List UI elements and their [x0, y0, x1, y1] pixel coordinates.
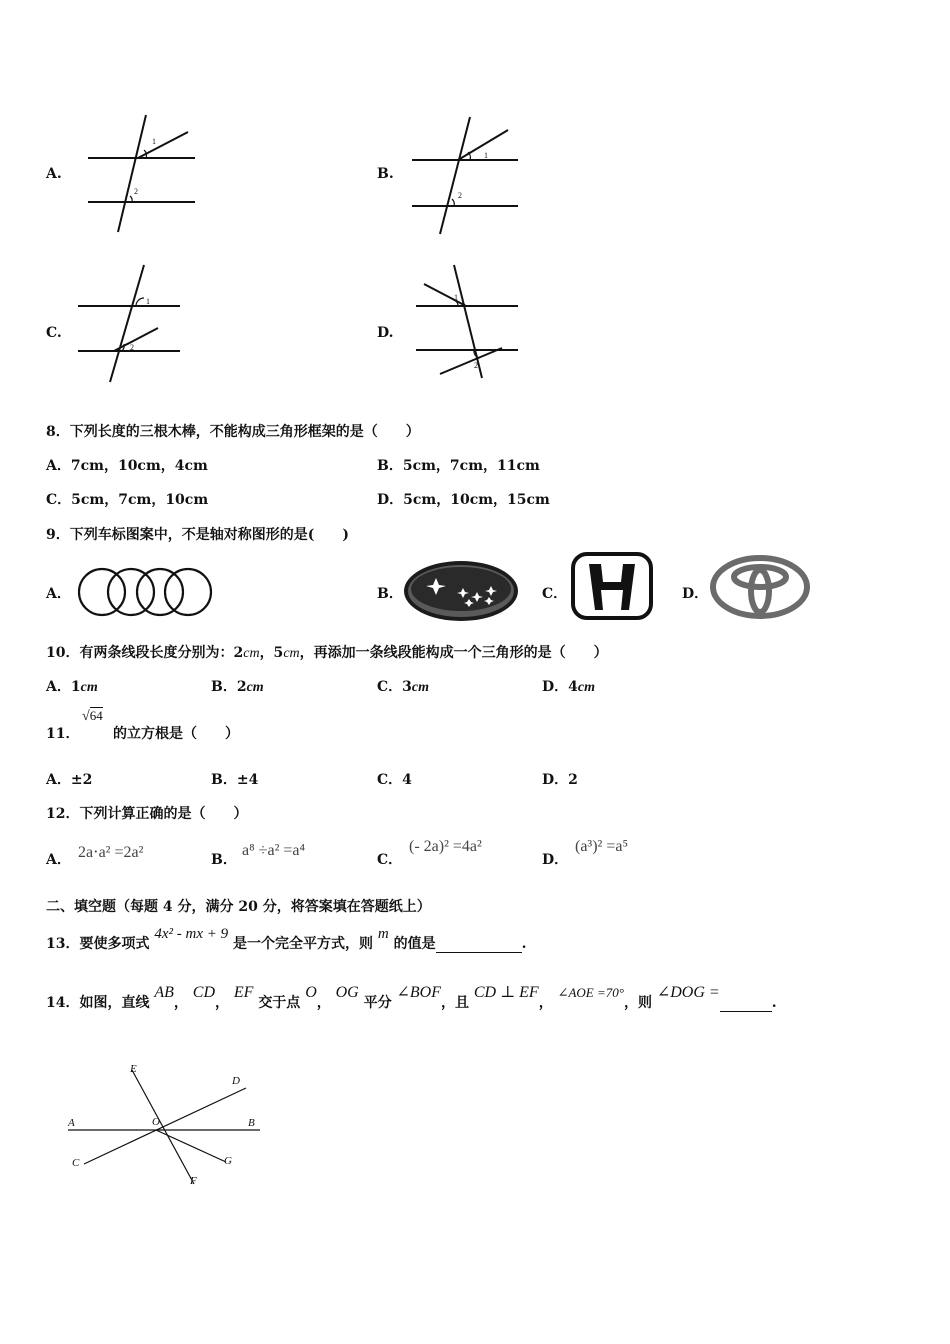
q12-option-d-label[interactable]: D．: [542, 852, 569, 868]
q14-label-b: B: [248, 1117, 255, 1129]
q11-option-d[interactable]: D．2: [542, 772, 578, 788]
q10-option-d[interactable]: D．4cm: [542, 679, 595, 695]
q8-option-d[interactable]: D．5cm，10cm，15cm: [377, 492, 550, 508]
q14-label-a: A: [68, 1117, 75, 1129]
q7-b-angle1: 1: [484, 151, 488, 160]
q11-option-b[interactable]: B．±4: [211, 772, 259, 788]
q10-option-b[interactable]: B．2cm: [211, 679, 264, 695]
q14-label-g: G: [224, 1155, 232, 1167]
q11-option-c[interactable]: C．4: [377, 772, 412, 788]
q7-figure-b: [408, 112, 538, 242]
subaru-logo: [403, 560, 521, 622]
q14-label-o: O: [152, 1116, 160, 1128]
q7-a-angle2: 2: [134, 187, 138, 196]
q12-option-c-label[interactable]: C．: [377, 852, 403, 868]
q9-option-c-label[interactable]: C．: [542, 586, 568, 602]
q8-option-c[interactable]: C．5cm，7cm，10cm: [46, 492, 209, 508]
q7-figure-c: [74, 262, 204, 392]
q14-answer-blank[interactable]: [720, 995, 772, 1012]
q12-option-d-expr: (a³)² =a⁵: [575, 838, 629, 855]
q7-c-angle1: 1: [146, 297, 150, 306]
q7-option-b-label[interactable]: B.: [377, 166, 394, 182]
q8-stem: 8．下列长度的三根木棒，不能构成三角形框架的是（ ）: [46, 424, 420, 440]
q12-option-a-label[interactable]: A．: [46, 852, 71, 868]
section2-heading: 二、填空题（每题 4 分，满分 20 分，将答案填在答题纸上）: [46, 899, 431, 915]
q12-option-c-expr: (- 2a)² =4a²: [409, 838, 482, 855]
q12-stem: 12．下列计算正确的是（ ）: [46, 806, 248, 822]
q14-label-f: F: [190, 1175, 197, 1187]
q7-figure-a: [80, 110, 210, 240]
audi-rings-logo: [76, 566, 214, 618]
q9-option-b-label[interactable]: B．: [377, 586, 403, 602]
q14-label-e: E: [130, 1063, 137, 1075]
q8-option-b[interactable]: B．5cm，7cm，11cm: [377, 458, 540, 474]
q7-a-angle1: 1: [152, 137, 156, 146]
q7-d-angle2: 2: [474, 361, 478, 370]
q12-option-a-expr: 2a⋅a² =2a²: [78, 844, 144, 861]
q7-b-angle2: 2: [458, 191, 462, 200]
q9-stem: 9．下列车标图案中，不是轴对称图形的是( ): [46, 527, 349, 543]
q12-option-b-label[interactable]: B．: [211, 852, 237, 868]
q7-figure-d: [410, 262, 540, 392]
q11-option-a[interactable]: A．±2: [46, 772, 93, 788]
q14-stem: 14．如图，直线 AB， CD， EF 交于点 O， OG 平分 ∠BOF，且 CD ⊥ EF， ∠AOE =70°，则 ∠DOG = .: [46, 984, 777, 1011]
toyota-logo: [710, 555, 812, 619]
q7-option-d-label[interactable]: D.: [377, 325, 394, 341]
q7-option-c-label[interactable]: C.: [46, 325, 62, 341]
q10-stem: 10．有两条线段长度分别为：2cm，5cm，再添加一条线段能构成一个三角形的是（ ）: [46, 645, 608, 661]
q11-sqrt: √64: [82, 708, 103, 724]
q10-option-c[interactable]: C．3cm: [377, 679, 430, 695]
q7-option-a-label[interactable]: A.: [46, 166, 62, 182]
q10-option-a[interactable]: A．1cm: [46, 679, 98, 695]
q11-number: 11．: [46, 726, 80, 742]
q14-label-c: C: [72, 1157, 80, 1169]
honda-logo: [571, 552, 653, 620]
q14-figure: [62, 1058, 272, 1198]
q9-option-a-label[interactable]: A．: [46, 586, 71, 602]
q7-d-angle1: 1: [454, 293, 458, 302]
q11-tail: 的立方根是（ ）: [113, 726, 239, 742]
q14-label-d: D: [232, 1075, 240, 1087]
q13-stem: 13．要使多项式 4x² - mx + 9 是一个完全平方式，则 m 的值是 .: [46, 926, 527, 952]
q7-c-angle2: 2: [130, 343, 134, 352]
q13-answer-blank[interactable]: [436, 936, 522, 953]
q12-option-b-expr: a⁸ ÷a² =a⁴: [242, 842, 306, 859]
q9-option-d-label[interactable]: D．: [682, 586, 709, 602]
q8-option-a[interactable]: A．7cm，10cm，4cm: [46, 458, 208, 474]
